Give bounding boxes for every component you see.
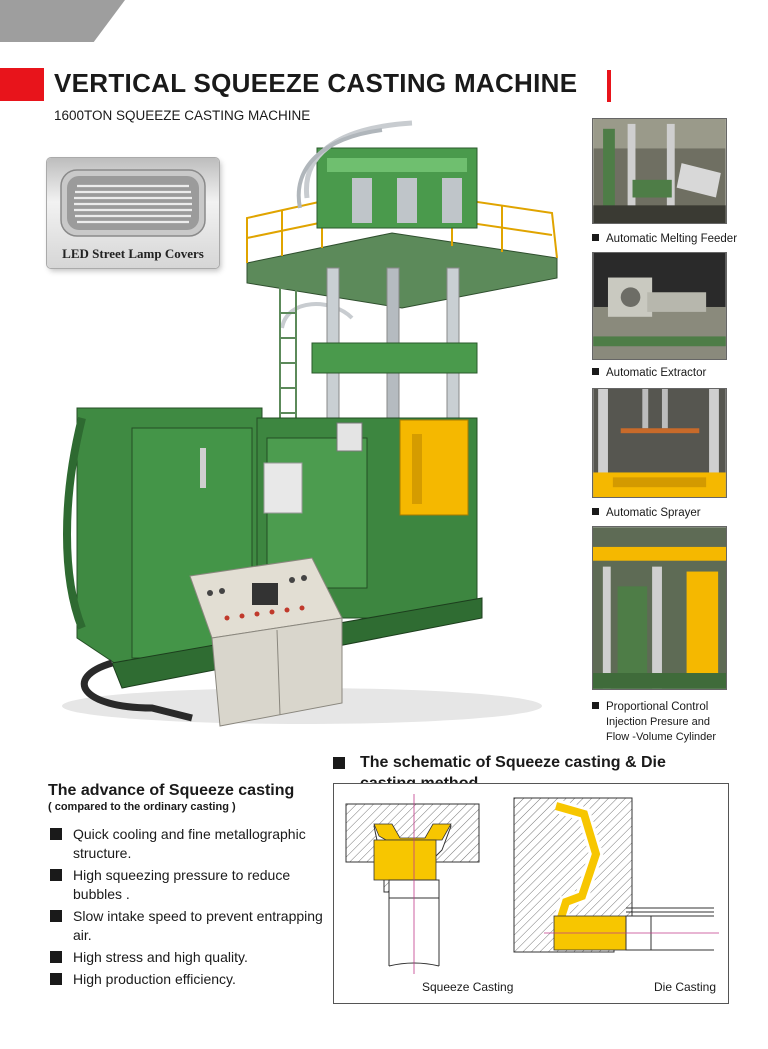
photo-proportional-control (592, 526, 727, 690)
list-item-text: Slow intake speed to prevent entrapping air. (73, 908, 323, 943)
caption-bullet (592, 234, 599, 241)
list-item-text: Quick cooling and fine metallographic structure. (73, 826, 306, 861)
list-item (48, 825, 333, 863)
caption-sprayer-text: Automatic Sprayer (606, 507, 701, 519)
caption-extractor (592, 366, 706, 381)
schematic-drawing (334, 784, 728, 1003)
label-squeeze-casting: Squeeze Casting (422, 980, 514, 994)
schematic-title: The schematic of Squeeze casting & Die (360, 754, 666, 771)
corner-tab-decoration (0, 0, 125, 42)
list-bullet (50, 951, 62, 963)
caption-melting-feeder-text: Automatic Melting Feeder (606, 233, 738, 245)
list-item (48, 866, 333, 904)
caption-proportional-control (592, 700, 722, 745)
advance-list (48, 825, 333, 992)
caption-proportional-control-sub: Injection Presure and Flow -Volume Cylinder (606, 716, 717, 743)
advance-subtitle: ( compared to the ordinary casting ) (48, 801, 236, 813)
page-subtitle: 1600TON SQUEEZE CASTING MACHINE (54, 108, 311, 123)
list-item (48, 970, 333, 989)
photo-extractor (592, 252, 727, 360)
caption-extractor-text: Automatic Extractor (606, 367, 707, 379)
caption-melting-feeder (592, 232, 737, 247)
page-title: VERTICAL SQUEEZE CASTING MACHINE (54, 68, 578, 98)
photo-sprayer (592, 388, 727, 498)
list-item-text: High squeezing pressure to reduce bubbles . (73, 867, 291, 902)
caption-bullet (592, 368, 599, 375)
list-item-text: High production efficiency. (73, 971, 236, 987)
label-die-casting: Die Casting (654, 980, 717, 994)
title-accent-block (0, 68, 44, 101)
list-item (48, 948, 333, 967)
list-item (48, 907, 333, 945)
die-casting-drawing (514, 798, 719, 952)
squeeze-casting-drawing (346, 794, 479, 974)
title-accent-bar (607, 70, 611, 102)
caption-bullet (592, 508, 599, 515)
schematic-diagram (333, 783, 729, 1004)
list-bullet (50, 910, 62, 922)
caption-proportional-control-text: Proportional Control (606, 701, 709, 713)
list-item-text: High stress and high quality. (73, 949, 248, 965)
led-lamp-cover-inset (47, 158, 219, 268)
schematic-bullet (333, 757, 345, 769)
list-bullet (50, 869, 62, 881)
caption-bullet (592, 702, 599, 709)
led-lamp-cover-caption: LED Street Lamp Covers (62, 246, 204, 261)
list-bullet (50, 973, 62, 985)
photo-melting-feeder (592, 118, 727, 224)
list-bullet (50, 828, 62, 840)
advance-title: The advance of Squeeze casting (48, 782, 295, 799)
caption-sprayer (592, 506, 701, 521)
